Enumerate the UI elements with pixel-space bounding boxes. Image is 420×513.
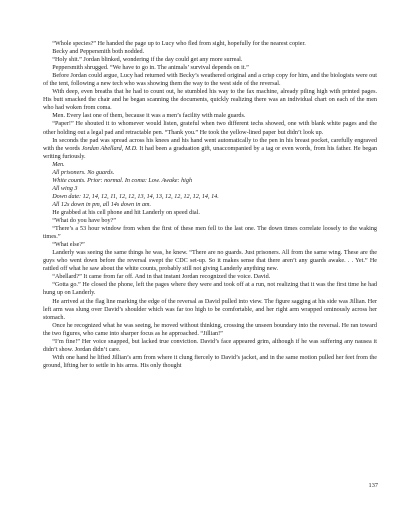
paragraph: Before Jordan could argue, Lucy had returned with Becky’s weathered original and a crisp copy for him, and the biologists were out of the tent, following a new tech who was showing them the way to the west side of the reversal. [43,73,377,88]
paragraph: “I’m fine!” Her voice snapped, but lacked true conviction. David’s face appeared grim, although if he was suffering any nausea it didn’t show. Jordan didn’t care. [43,338,377,353]
paragraph: With one hand he lifted Jillian’s arm from where it clung fiercely to David’s jacket, and in the same motion pulled her feet from the ground, lifting her to settle in his arms. His only thought [43,354,377,369]
paragraph: “Abellard?” It came from far off. And in that instant Jordan recognized the voice. David. [52,274,271,281]
paragraph: “Paper!” He shouted it to whomever would listen, grateful when two different techs showed, one with blank white pages and the other holding out a legal pad and retractable pen. “Thank you.” He took the yellow-lined paper but didn’t look up. [43,121,377,136]
notes-line: All 12s down in pm, all 14s down in am. [52,201,151,208]
notes-line: All prisoners. No guards. [52,169,115,176]
paragraph: He grabbed at his cell phone and hit Landerly on speed dial. [52,209,200,216]
paragraph: “What else?” [52,242,85,249]
paragraph-text-tail: It had been a graduation gift, unaccompanied by a tag or even words, from his father. He began writing furiously. [43,145,378,160]
paragraph: “Holy shit.” Jordan blinked, wondering if the day could get any more surreal. [52,57,243,64]
notes-line: Men. [52,161,65,168]
notes-line: White counts. Prior: normal. In coma: Low. Awake: high [52,177,193,184]
notes-line: Down date: 12, 14, 12, 11, 12, 12, 13, 14, 13, 12, 12, 12, 12, 14, 14. [52,193,219,200]
paragraph [43,137,377,161]
paragraph: Once he recognized what he was seeing, he moved without thinking, crossing the unseen boundary into the reversal. He ran toward the two figures, who came into sharper focus as he approached. “Jillian!” [43,322,377,337]
paragraph: Peppersmith shrugged. “We have to go in. The animals’ survival depends on it.” [52,65,249,72]
page-number: 137 [368,482,378,489]
paragraph: Becky and Peppersmith both nodded. [52,49,145,56]
paragraph: “Whole species?” He handed the page up to Lucy who fled from sight, hopefully for the nearest copier. [52,41,306,47]
notes-line: All wing 3 [52,185,78,192]
paragraph: “Gotta go.” He closed the phone, left the pages where they were and took off at a run, not realizing that it was the first time he had hung up on Landerly. [43,282,377,297]
paragraph: Men. Every last one of them, because it was a men’s facility with male guards. [52,113,246,120]
paragraph: With deep, even breaths that he had to count out, he stumbled his way to the fax machine, already piling high with printed pages. His butt smacked the chair and he began scanning the documents, quickly realizing there was an individual chart on each of the men who had woken from coma. [43,89,377,112]
paragraph: “What do you have boy?” [52,218,116,225]
paragraph: He arrived at the flag line marking the edge of the reversal as David pulled into view. The figure sagging at his side was Jillian. Her left arm was slung over David’s shoulder which was far too high to be comfortable, and her right arm wrapped ominously across her stomach. [43,298,377,321]
pen-inscription: Jordan Abellard, M.D. [81,145,138,152]
paragraph: Landerly was seeing the same things he was, he knew. “There are no guards. Just prisoners. All from the same wing. These are the guys who went down before the reversal swept the CDC set-up. So it makes sense that there aren’t any guards awake. . . Yet.” He rattled off what he saw about the white counts, probably still not giving Landerly anything new. [43,250,377,273]
paragraph-text: In seconds the pad was spread across his knees and his hand went automatically to the pen in his breast pocket, carefully engraved with the words [43,137,377,152]
page-body [43,40,377,370]
paragraph: “There’s a 53 hour window from when the first of these men fell to the last one. The down times correlate loosely to the waking times.” [43,226,377,241]
